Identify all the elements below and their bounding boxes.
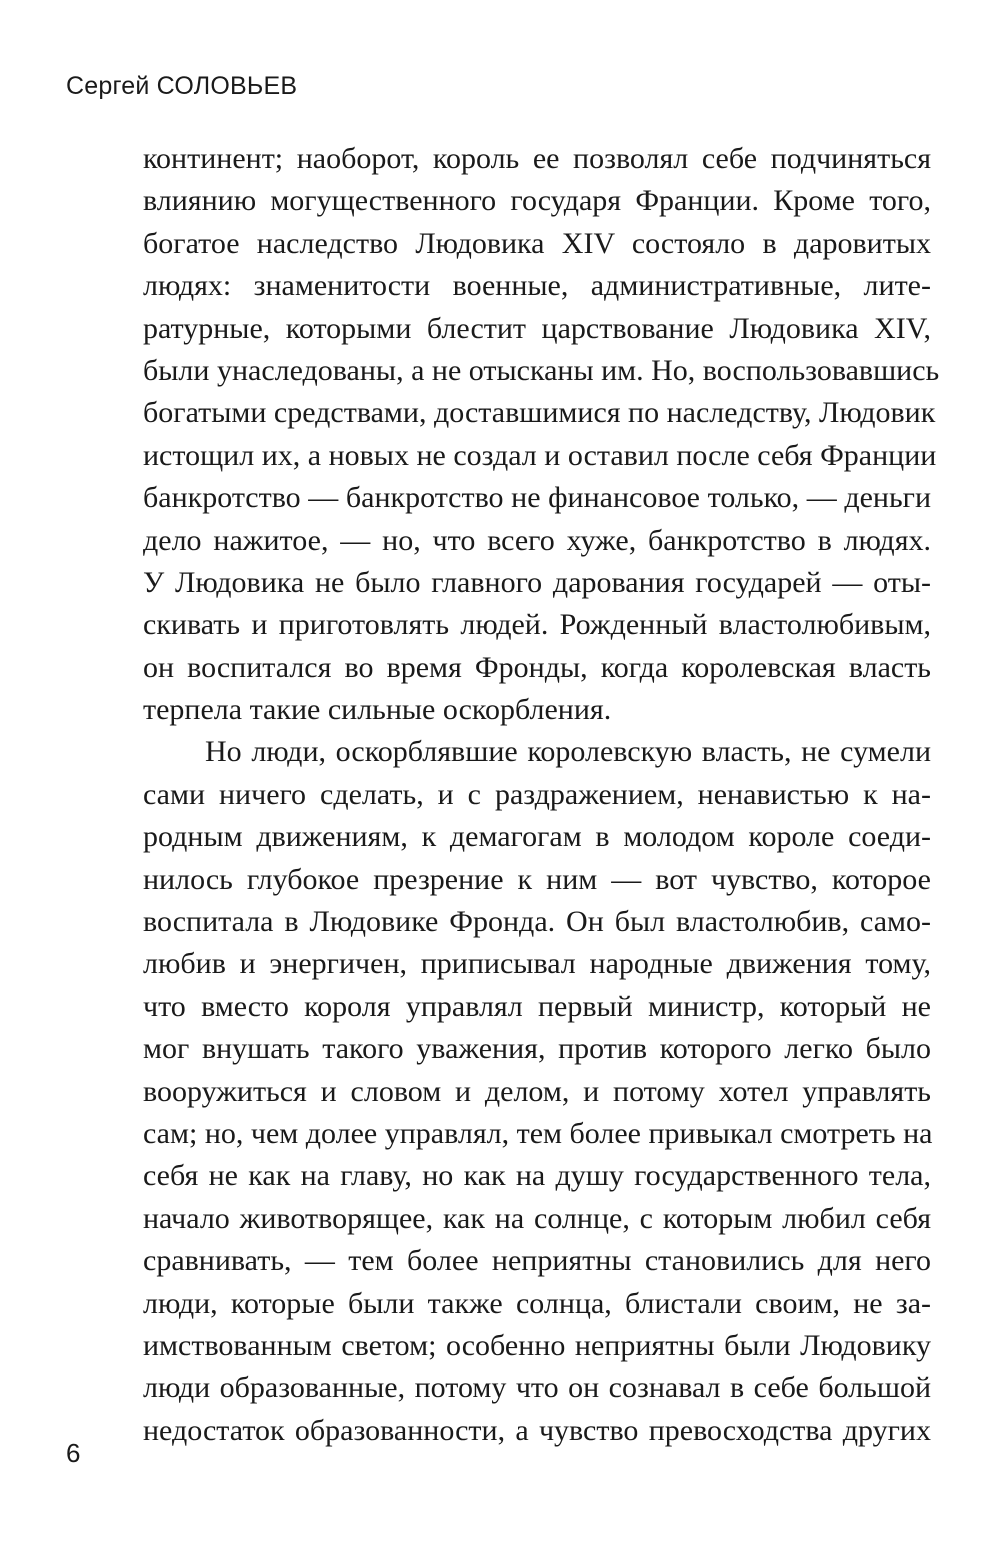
- text-line: вооружиться и словом и делом, и потому хотел управлять: [143, 1074, 931, 1108]
- running-header: Сергей СОЛОВЬЕВ: [66, 72, 298, 100]
- text-line: он воспитался во время Фронды, когда королевская власть: [143, 650, 931, 684]
- text-line: люди образованные, потому что он сознавал в себе большой: [143, 1371, 931, 1405]
- text-line: люди, которые были также солнца, блистали своим, не за-: [143, 1286, 931, 1320]
- text-line: имствованным светом; особенно неприятны были Людовику: [143, 1328, 931, 1362]
- text-line: скивать и приготовлять людей. Рожденный властолюбивым,: [143, 608, 931, 642]
- page-number: 6: [66, 1438, 81, 1468]
- text-line: сравнивать, — тем более неприятны становились для него: [143, 1244, 931, 1278]
- text-line: что вместо короля управлял первый министр, который не: [143, 989, 931, 1023]
- text-line: богатое наследство Людовика XIV состояло в даровитых: [143, 226, 931, 260]
- text-line: терпела такие сильные оскорбления.: [143, 693, 612, 727]
- text-line: континент; наоборот, король ее позволял себе подчиняться: [143, 142, 931, 175]
- text-line: мог внушать такого уважения, против которого легко было: [143, 1032, 931, 1066]
- text-line: банкротство — банкротство не финансовое только, — деньги: [143, 481, 931, 515]
- text-line: сами ничего сделать, и с раздражением, ненавистью к на-: [143, 777, 931, 811]
- body-text: [143, 138, 940, 1452]
- text-line: У Людовика не было главного дарования государей — оты-: [143, 565, 931, 599]
- text-line: родным движениям, к демагогам в молодом короле соеди-: [143, 820, 931, 854]
- text-line: истощил их, а новых не создал и оставил после себя Франции: [143, 438, 937, 472]
- text-line: влиянию могущественного государя Франции. Кроме того,: [143, 184, 931, 218]
- text-line: дело нажитое, — но, что всего хуже, банкротство в людях.: [143, 523, 931, 557]
- text-line: себя не как на главу, но как на душу государственного тела,: [143, 1159, 931, 1193]
- text-line: людях: знаменитости военные, административные, лите-: [143, 269, 931, 303]
- text-line: начало животворящее, как на солнце, с которым любил себя: [143, 1201, 931, 1235]
- text-line: Но люди, оскорблявшие королевскую власть, не сумели: [205, 735, 931, 769]
- text-line: сам; но, чем долее управлял, тем более привыкал смотреть на: [143, 1116, 933, 1150]
- text-line: воспитала в Людовике Фронда. Он был властолюбив, само-: [143, 905, 931, 939]
- text-line: нилось глубокое презрение к ним — вот чувство, которое: [143, 862, 931, 896]
- text-line: богатыми средствами, доставшимися по наследству, Людовик: [143, 396, 936, 430]
- text-line: любив и энергичен, приписывал народные движения тому,: [143, 947, 931, 981]
- text-line: ратурные, которыми блестит царствование Людовика XIV,: [143, 311, 931, 345]
- text-line: были унаследованы, а не отысканы им. Но, воспользовавшись: [143, 353, 940, 387]
- text-line: недостаток образованности, а чувство превосходства других: [143, 1413, 931, 1447]
